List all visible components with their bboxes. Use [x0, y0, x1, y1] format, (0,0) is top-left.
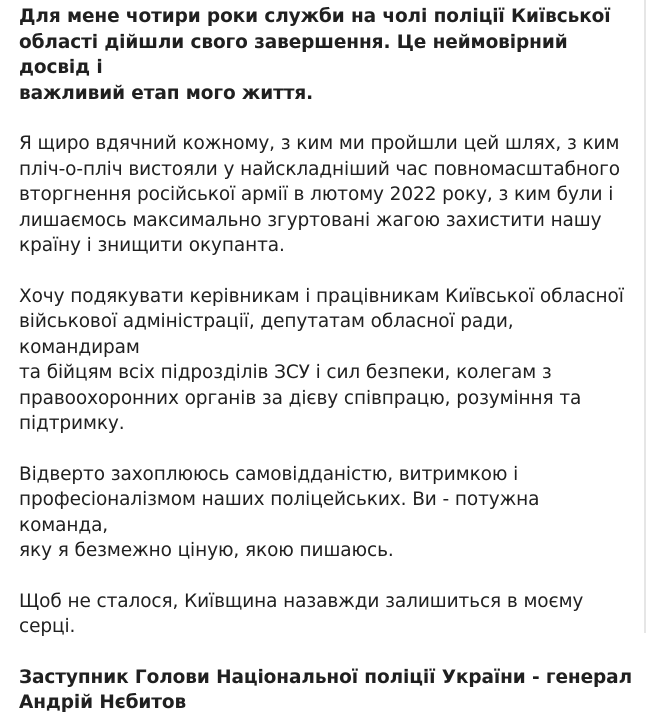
message-signature: Заступник Голови Національної поліції України - генерал Андрій Нєбитов — [19, 666, 633, 713]
message-intro: Для мене чотири роки служби на чолі поліції Київської області дійшли свого завершення. Це неймовірний досвід і важливий етап мого життя. — [19, 6, 611, 104]
message-closing: Щоб не сталося, Київщина назавжди залишиться в моєму серці. — [19, 590, 584, 637]
message-admiration: Відверто захоплююсь самовідданістю, витримкою і професіоналізмом наших поліцейських. Ви - потужна команда, яку я безмежно ціную, якою пишаюсь. — [19, 463, 540, 561]
message-gratitude: Я щиро вдячний кожному, з ким ми пройшли цей шлях, з ким пліч-о-пліч вистояли у найскладніший час повномасштабного вторгнення російської армії в лютому 2022 року, з ким були і лишаємось максимально згуртовані жагою захистити нашу країну і знищити окупанта. — [19, 133, 620, 256]
message-thanks: Хочу подякувати керівникам і працівникам Київської обласної військової адміністрації, депутатам обласної ради, командирам та бійцям всіх підрозділів ЗСУ і сил безпеки, колегам з правоохоронних органів за дієву співпрацю, розуміння та підтримку. — [19, 285, 624, 434]
